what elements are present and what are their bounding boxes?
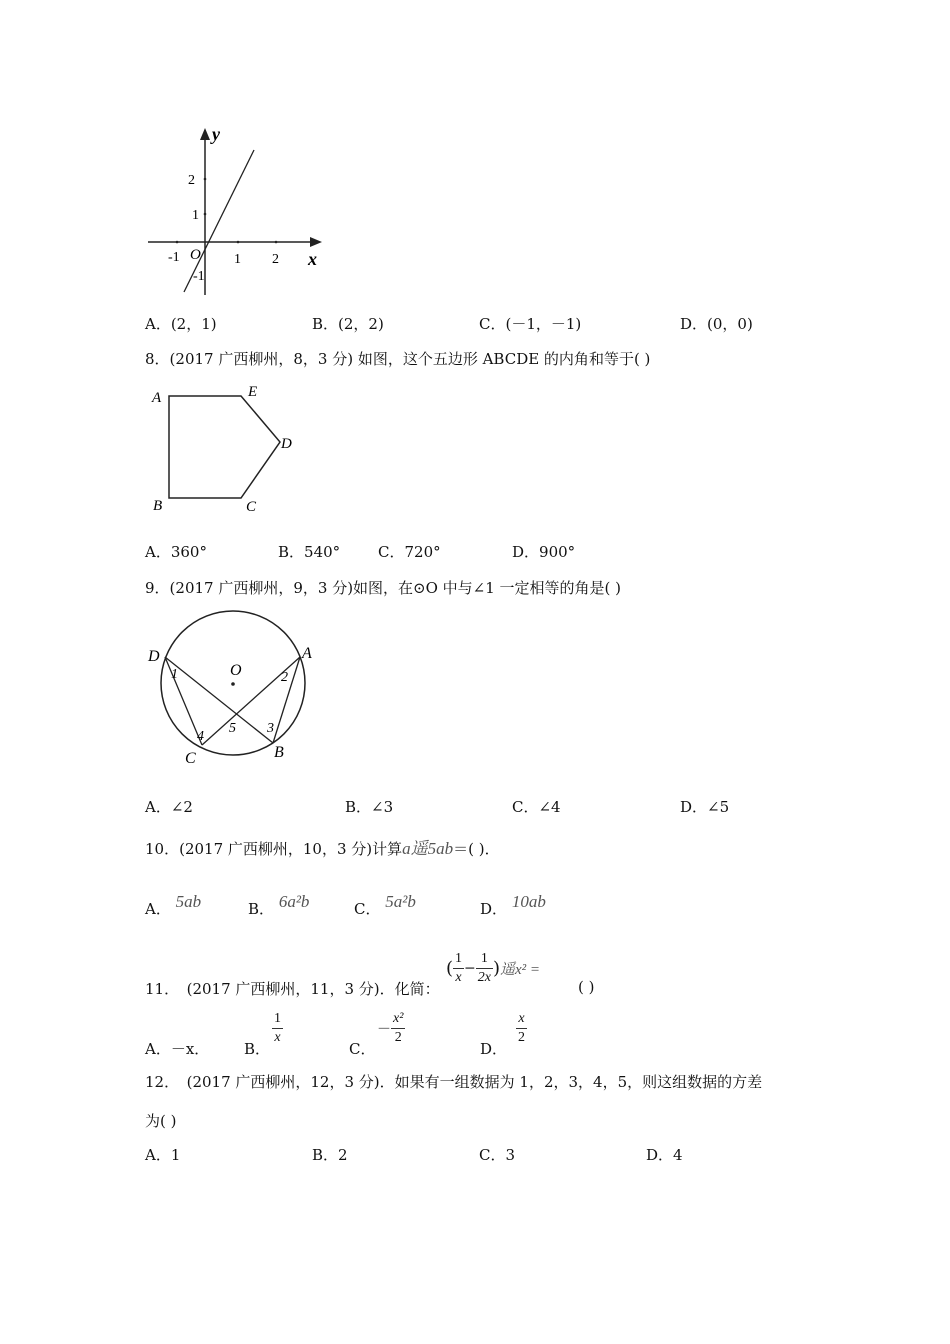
q7-option-a[interactable]: A．(2，1) — [145, 315, 217, 333]
q11-option-b-letter: B． — [244, 1040, 271, 1058]
q11-answer-blank: ( ) — [578, 978, 595, 996]
q9-option-d[interactable]: D．∠5 — [680, 798, 730, 816]
q11-option-a-value: －x． — [170, 1040, 210, 1058]
q7-x-tick-2: 2 — [272, 252, 279, 267]
q10-option-c-letter: C． — [354, 900, 381, 918]
q10-option-a[interactable] — [145, 892, 202, 919]
q11-option-c-num: x² — [393, 1011, 404, 1026]
q11-question-text: 11． (2017 广西柳州，11，3 分)．化简： — [145, 980, 440, 998]
q10-option-d[interactable] — [480, 892, 546, 919]
q12-option-b[interactable]: B．2 — [312, 1146, 348, 1164]
q9-angle-5: 5 — [229, 721, 236, 736]
q9-point-b: B — [274, 744, 284, 761]
q7-option-c[interactable]: C．(－1，－1) — [479, 315, 582, 333]
q8-vertex-a: A — [152, 390, 162, 406]
q12-option-d[interactable]: D．4 — [646, 1146, 683, 1164]
q9-angle-3: 3 — [267, 721, 274, 736]
q9-circle-figure — [140, 605, 330, 775]
q7-option-d[interactable]: D．(0，0) — [680, 315, 753, 333]
q11-fraction-2-den: 2x — [477, 970, 491, 985]
q11-option-c-sign: － — [377, 1021, 391, 1038]
q9-point-a: A — [302, 645, 312, 662]
q7-y-tick-neg1: -1 — [193, 269, 205, 284]
q11-option-b-fraction[interactable] — [272, 1010, 283, 1047]
q11-option-d[interactable] — [480, 1038, 507, 1059]
q9-point-c: C — [185, 750, 196, 767]
q10-expression: a遥5ab — [402, 839, 454, 858]
q7-origin-label: O — [190, 247, 201, 263]
q7-x-tick-neg1: -1 — [168, 250, 180, 265]
q8-option-b[interactable]: B．540° — [278, 543, 341, 561]
q8-question-text: 8．(2017 广西柳州，8，3 分) 如图，这个五边形 ABCDE 的内角和等于( ) — [145, 350, 651, 368]
q12-question-line-1: 12． (2017 广西柳州，12，3 分)．如果有一组数据为 1，2，3，4，5，则这组数据的方差 — [145, 1073, 763, 1091]
q11-option-b-num: 1 — [274, 1011, 281, 1026]
q10-option-b-letter: B． — [248, 900, 275, 918]
q10-option-b-math: 6a²b — [278, 892, 310, 911]
q11-option-d-den: 2 — [518, 1030, 525, 1045]
q9-option-b[interactable]: B．∠3 — [345, 798, 394, 816]
q12-option-c[interactable]: C．3 — [479, 1146, 516, 1164]
q8-option-d[interactable]: D．900° — [512, 543, 576, 561]
q12-question-line-2: 为( ) — [145, 1112, 177, 1130]
q11-option-d-fraction[interactable] — [516, 1010, 527, 1047]
q9-question-text: 9．(2017 广西柳州，9，3 分)如图，在⊙O 中与∠1 一定相等的角是( ) — [145, 579, 622, 597]
q12-option-a[interactable]: A．1 — [145, 1146, 181, 1164]
q10-option-c-math: 5a²b — [385, 892, 416, 911]
q11-fraction-1 — [453, 950, 464, 987]
q10-option-d-letter: D． — [480, 900, 508, 918]
q10-option-d-math: 10ab — [511, 892, 546, 911]
q11-option-a-letter: A． — [145, 1040, 171, 1058]
q7-x-tick-1: 1 — [234, 252, 241, 267]
q11-option-c[interactable] — [349, 1038, 375, 1059]
q9-angle-2: 2 — [281, 670, 288, 685]
q8-option-a[interactable]: A．360° — [145, 543, 207, 561]
q11-option-c-fraction[interactable] — [377, 1010, 405, 1047]
q8-pentagon-figure — [145, 380, 315, 520]
q11-fraction-1-num: 1 — [455, 951, 463, 966]
q7-x-axis-label: x — [308, 249, 317, 269]
q11-option-b-den: x — [274, 1030, 281, 1045]
q8-vertex-b: B — [153, 498, 163, 514]
q9-angle-1: 1 — [171, 667, 178, 682]
q8-vertex-d: D — [281, 436, 292, 452]
q11-fraction-1-den: x — [455, 970, 462, 985]
q9-angle-4: 4 — [197, 729, 204, 744]
q8-vertex-c: C — [246, 499, 257, 515]
q9-option-c[interactable]: C．∠4 — [512, 798, 561, 816]
q11-expression: ( $\frac{1}{x}$ − $\frac{1}{2x}$ )遥x² = — [446, 951, 541, 985]
q11-fraction-2-num: 1 — [480, 951, 488, 966]
q7-coordinate-figure — [140, 120, 340, 300]
q11-option-c-den: 2 — [394, 1030, 402, 1045]
q7-y-axis-label: y — [212, 124, 220, 144]
q11-fraction-2 — [476, 950, 493, 987]
q9-point-d: D — [148, 648, 160, 665]
q11-option-c-letter: C． — [349, 1040, 376, 1058]
q11-option-d-letter: D． — [480, 1040, 508, 1058]
q10-question — [145, 834, 500, 859]
q8-vertex-e: E — [248, 384, 258, 400]
q9-option-a[interactable]: A．∠2 — [145, 798, 193, 816]
q10-question-suffix: ＝( )． — [453, 840, 500, 858]
q9-center-o: O — [230, 662, 242, 679]
q10-question-prefix: 10．(2017 广西柳州，10，3 分)计算 — [145, 840, 403, 858]
q11-option-a[interactable] — [145, 1038, 209, 1059]
q10-option-b[interactable] — [248, 892, 310, 919]
q10-option-a-math: 5ab — [175, 892, 202, 911]
q11-option-b[interactable] — [244, 1038, 270, 1059]
q8-option-c[interactable]: C．720° — [378, 543, 441, 561]
q7-option-b[interactable]: B．(2，2) — [312, 315, 384, 333]
q7-y-tick-2: 2 — [188, 173, 195, 188]
q10-option-a-letter: A． — [145, 900, 171, 918]
q10-option-c[interactable] — [354, 892, 416, 919]
q7-y-tick-1: 1 — [192, 208, 199, 223]
q11-option-d-num: x — [518, 1011, 525, 1026]
q11-expression-tail: 遥x² = — [500, 962, 541, 978]
